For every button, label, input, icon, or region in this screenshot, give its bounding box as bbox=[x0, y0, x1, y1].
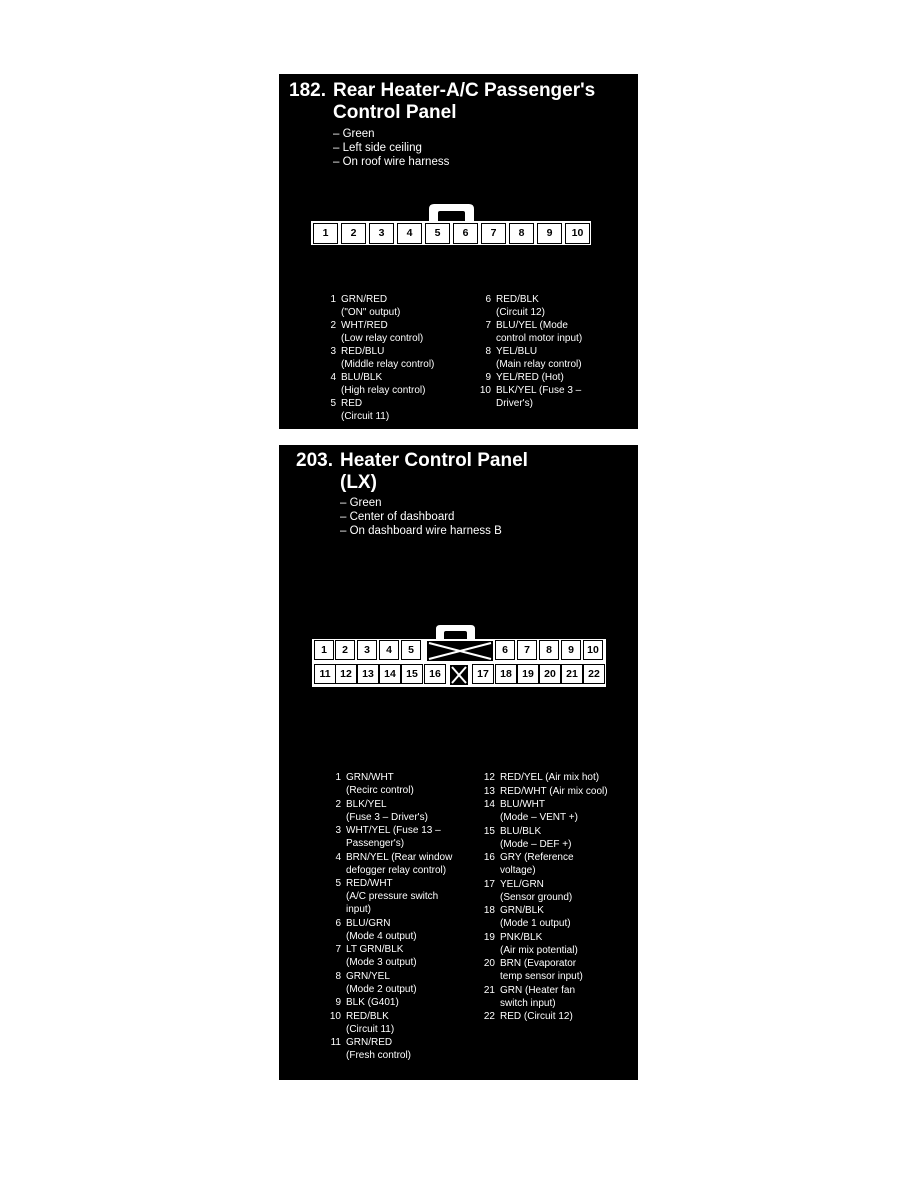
pin-cell: 4 bbox=[398, 224, 421, 243]
wire-color: WHT/YEL (Fuse 13 – bbox=[346, 825, 441, 836]
wire-color: BLK (G401) bbox=[346, 997, 399, 1008]
pin-cell: 11 bbox=[315, 665, 335, 683]
wire-color: BRN/YEL (Rear window bbox=[346, 851, 453, 863]
pin-number: 6 bbox=[335, 917, 341, 929]
wire-color: GRN (Heater fan bbox=[500, 984, 576, 996]
pin-function: (Low relay control) bbox=[341, 333, 424, 344]
wire-color: RED/WHT bbox=[346, 878, 393, 889]
pin-cell: 10 bbox=[566, 224, 589, 243]
pin-function: (High relay control) bbox=[341, 385, 426, 396]
title-line-1: Heater Control Panel bbox=[340, 450, 528, 471]
pin-function: Driver's) bbox=[496, 398, 533, 409]
pin-cell: 13 bbox=[358, 665, 378, 683]
pin-entry bbox=[474, 371, 634, 384]
connector-title bbox=[333, 80, 595, 124]
pin-function: (Mode – DEF +) bbox=[500, 838, 572, 850]
pin-number: 11 bbox=[330, 1037, 341, 1048]
pin-number: 8 bbox=[335, 970, 341, 982]
pin-number: 10 bbox=[329, 1010, 341, 1022]
pin-number: 14 bbox=[483, 799, 495, 810]
pin-entry bbox=[474, 345, 634, 371]
pin-function: (Circuit 11) bbox=[341, 411, 390, 422]
pin-function: (Fuse 3 – Driver's) bbox=[346, 811, 428, 823]
pin-list-right bbox=[474, 293, 634, 410]
pin-function: (Middle relay control) bbox=[341, 359, 435, 370]
wire-color: PNK/BLK bbox=[500, 931, 543, 943]
pin-entry bbox=[324, 824, 474, 850]
pin-number: 19 bbox=[483, 931, 495, 943]
wire-color: GRN/RED bbox=[346, 1037, 393, 1048]
pin-function: (Recirc control) bbox=[346, 785, 414, 796]
pin-cell: 1 bbox=[315, 641, 333, 659]
pin-function: (Air mix potential) bbox=[500, 944, 578, 956]
wire-color: GRN/YEL bbox=[346, 970, 390, 982]
pin-entry bbox=[324, 917, 474, 943]
pin-number: 2 bbox=[330, 320, 336, 331]
pin-number: 5 bbox=[335, 878, 341, 889]
wire-color: RED/YEL (Air mix hot) bbox=[500, 772, 600, 783]
pin-entry bbox=[478, 878, 636, 904]
pin-cell: 6 bbox=[496, 641, 514, 659]
pin-entry bbox=[478, 771, 636, 784]
connector-latch-icon bbox=[436, 625, 475, 640]
pin-entry bbox=[324, 877, 474, 916]
pin-entry bbox=[478, 984, 636, 1010]
pin-function: Passenger's) bbox=[346, 838, 405, 849]
pin-entry bbox=[478, 904, 636, 930]
pin-entry bbox=[478, 931, 636, 957]
pin-cell: 12 bbox=[336, 665, 356, 683]
pin-number: 20 bbox=[483, 958, 495, 969]
pin-cell: 1 bbox=[314, 224, 337, 243]
pin-cell: 3 bbox=[370, 224, 393, 243]
pin-cell: 18 bbox=[496, 665, 516, 683]
pin-cell: 10 bbox=[584, 641, 602, 659]
pin-function: (Mode 2 output) bbox=[346, 983, 417, 995]
wire-color: GRN/WHT bbox=[346, 772, 394, 783]
pin-entry bbox=[474, 384, 634, 410]
pin-function: (Mode 1 output) bbox=[500, 918, 571, 929]
connector-number: 203. bbox=[296, 450, 333, 471]
wire-color: BLU/BLK bbox=[341, 372, 383, 383]
pin-cell: 8 bbox=[510, 224, 533, 243]
wire-color: RED (Circuit 12) bbox=[500, 1011, 573, 1022]
wire-color: YEL/GRN bbox=[500, 878, 544, 890]
pin-number: 8 bbox=[485, 346, 491, 357]
pin-cell: 21 bbox=[562, 665, 582, 683]
pin-number: 4 bbox=[335, 851, 341, 863]
pin-number: 15 bbox=[483, 825, 495, 837]
pin-number: 1 bbox=[335, 772, 341, 783]
pin-entry bbox=[478, 785, 636, 798]
pin-entry bbox=[474, 319, 634, 345]
connector-harness: – On roof wire harness bbox=[333, 155, 449, 169]
pin-function: (Circuit 11) bbox=[346, 1023, 395, 1035]
pin-function: ("ON" output) bbox=[341, 307, 401, 318]
pin-function: (A/C pressure switch bbox=[346, 891, 439, 902]
pin-number: 18 bbox=[483, 905, 495, 916]
pin-cell: 4 bbox=[380, 641, 398, 659]
pin-list-left bbox=[319, 293, 469, 423]
pin-entry bbox=[319, 319, 469, 345]
pin-cell: 16 bbox=[425, 665, 445, 683]
title-line-1: Rear Heater-A/C Passenger's bbox=[333, 80, 596, 101]
connector-info bbox=[340, 496, 502, 538]
pin-number: 22 bbox=[483, 1011, 495, 1022]
pin-number: 3 bbox=[335, 825, 341, 836]
pin-entry bbox=[324, 851, 474, 877]
wire-color: BLU/WHT bbox=[500, 799, 545, 810]
wire-color: RED/BLK bbox=[346, 1010, 389, 1022]
wire-color: BLK/YEL (Fuse 3 – bbox=[496, 385, 582, 396]
wire-color: GRN/RED bbox=[341, 294, 388, 305]
pin-entry bbox=[319, 345, 469, 371]
connector-info bbox=[333, 127, 449, 169]
pin-cell: 2 bbox=[336, 641, 354, 659]
connector-title bbox=[340, 450, 528, 494]
pin-number: 12 bbox=[483, 772, 495, 783]
connector-location: – Center of dashboard bbox=[340, 510, 502, 524]
title-line-2: (LX) bbox=[340, 472, 377, 493]
connector-color: – Green bbox=[340, 496, 502, 510]
wire-color: WHT/RED bbox=[341, 320, 388, 331]
pin-entry bbox=[324, 1010, 474, 1036]
pin-entry bbox=[478, 798, 636, 824]
pin-number: 7 bbox=[485, 320, 491, 331]
pin-number: 21 bbox=[483, 984, 495, 996]
pin-cell: 8 bbox=[540, 641, 558, 659]
wire-color: YEL/RED (Hot) bbox=[496, 372, 564, 383]
wire-color: BLU/YEL (Mode bbox=[496, 320, 568, 331]
title-line-2: Control Panel bbox=[333, 102, 457, 123]
connector-latch-icon bbox=[429, 204, 474, 221]
pin-number: 3 bbox=[330, 346, 336, 357]
pin-list-right bbox=[478, 771, 636, 1024]
pin-number: 13 bbox=[483, 785, 495, 797]
pin-entry bbox=[319, 397, 469, 423]
pin-number: 5 bbox=[330, 398, 336, 409]
pin-cell: 17 bbox=[473, 665, 493, 683]
pin-number: 17 bbox=[483, 878, 495, 890]
pin-cell: 7 bbox=[518, 641, 536, 659]
pin-entry bbox=[478, 825, 636, 851]
pin-number: 9 bbox=[335, 997, 341, 1008]
pin-function: (Main relay control) bbox=[496, 359, 582, 370]
pin-number: 7 bbox=[335, 944, 341, 955]
connector-location: – Left side ceiling bbox=[333, 141, 449, 155]
pin-number: 6 bbox=[485, 294, 491, 305]
pin-function: (Fresh control) bbox=[346, 1050, 412, 1061]
pin-cell: 9 bbox=[538, 224, 561, 243]
wire-color: RED bbox=[341, 398, 363, 409]
connector-color: – Green bbox=[333, 127, 449, 141]
connector-number: 182. bbox=[289, 80, 326, 101]
pin-number: 10 bbox=[479, 385, 491, 396]
pin-cell: 2 bbox=[342, 224, 365, 243]
wire-color: RED/WHT (Air mix cool) bbox=[500, 785, 608, 797]
pin-function: defogger relay control) bbox=[346, 864, 447, 876]
wire-color: RED/BLK bbox=[496, 294, 539, 305]
pin-cell: 7 bbox=[482, 224, 505, 243]
pin-entry bbox=[478, 851, 636, 877]
pin-entry bbox=[324, 970, 474, 996]
wire-color: YEL/BLU bbox=[496, 346, 538, 357]
pin-function: switch input) bbox=[500, 997, 556, 1009]
pin-cell: 22 bbox=[584, 665, 604, 683]
wire-color: BLU/GRN bbox=[346, 917, 391, 929]
pin-function: (Mode 4 output) bbox=[346, 930, 417, 942]
pin-cell: 15 bbox=[402, 665, 422, 683]
pin-entry bbox=[319, 371, 469, 397]
pin-cell: 9 bbox=[562, 641, 580, 659]
connector-panel-203 bbox=[279, 445, 638, 1080]
pin-entry bbox=[324, 996, 474, 1009]
pin-cell: 3 bbox=[358, 641, 376, 659]
pin-entry bbox=[324, 1036, 474, 1062]
pin-cell: 5 bbox=[402, 641, 420, 659]
pin-entry bbox=[324, 771, 474, 797]
connector-panel-182 bbox=[279, 74, 638, 429]
wire-color: BRN (Evaporator bbox=[500, 958, 577, 969]
pin-number: 9 bbox=[485, 372, 491, 383]
pin-function: temp sensor input) bbox=[500, 971, 583, 982]
pin-entry bbox=[478, 1010, 636, 1023]
pin-number: 4 bbox=[330, 372, 336, 383]
pin-cell: 5 bbox=[426, 224, 449, 243]
pin-list-left bbox=[324, 771, 474, 1063]
pin-function: (Mode 3 output) bbox=[346, 957, 417, 968]
wire-color: RED/BLU bbox=[341, 346, 385, 357]
pin-number: 1 bbox=[330, 294, 336, 305]
pin-entry bbox=[474, 293, 634, 319]
pin-entry bbox=[319, 293, 469, 319]
pin-number: 2 bbox=[335, 798, 341, 810]
wire-color: GRY (Reference bbox=[500, 852, 574, 863]
pin-cell: 6 bbox=[454, 224, 477, 243]
wire-color: LT GRN/BLK bbox=[346, 944, 404, 955]
pin-function: voltage) bbox=[500, 865, 536, 876]
connector-harness: – On dashboard wire harness B bbox=[340, 524, 502, 538]
pin-number: 16 bbox=[483, 852, 495, 863]
wire-color: BLU/BLK bbox=[500, 825, 542, 837]
pin-entry bbox=[478, 957, 636, 983]
pin-cell: 19 bbox=[518, 665, 538, 683]
pin-entry bbox=[324, 943, 474, 969]
wire-color: GRN/BLK bbox=[500, 905, 544, 916]
pin-function: control motor input) bbox=[496, 333, 583, 344]
pin-cell: 14 bbox=[380, 665, 400, 683]
pin-function: (Sensor ground) bbox=[500, 891, 573, 903]
wire-color: BLK/YEL bbox=[346, 798, 387, 810]
pin-cell: 20 bbox=[540, 665, 560, 683]
pin-entry bbox=[324, 798, 474, 824]
pin-function: input) bbox=[346, 904, 372, 915]
pin-function: (Mode – VENT +) bbox=[500, 812, 578, 823]
pin-function: (Circuit 12) bbox=[496, 307, 545, 318]
